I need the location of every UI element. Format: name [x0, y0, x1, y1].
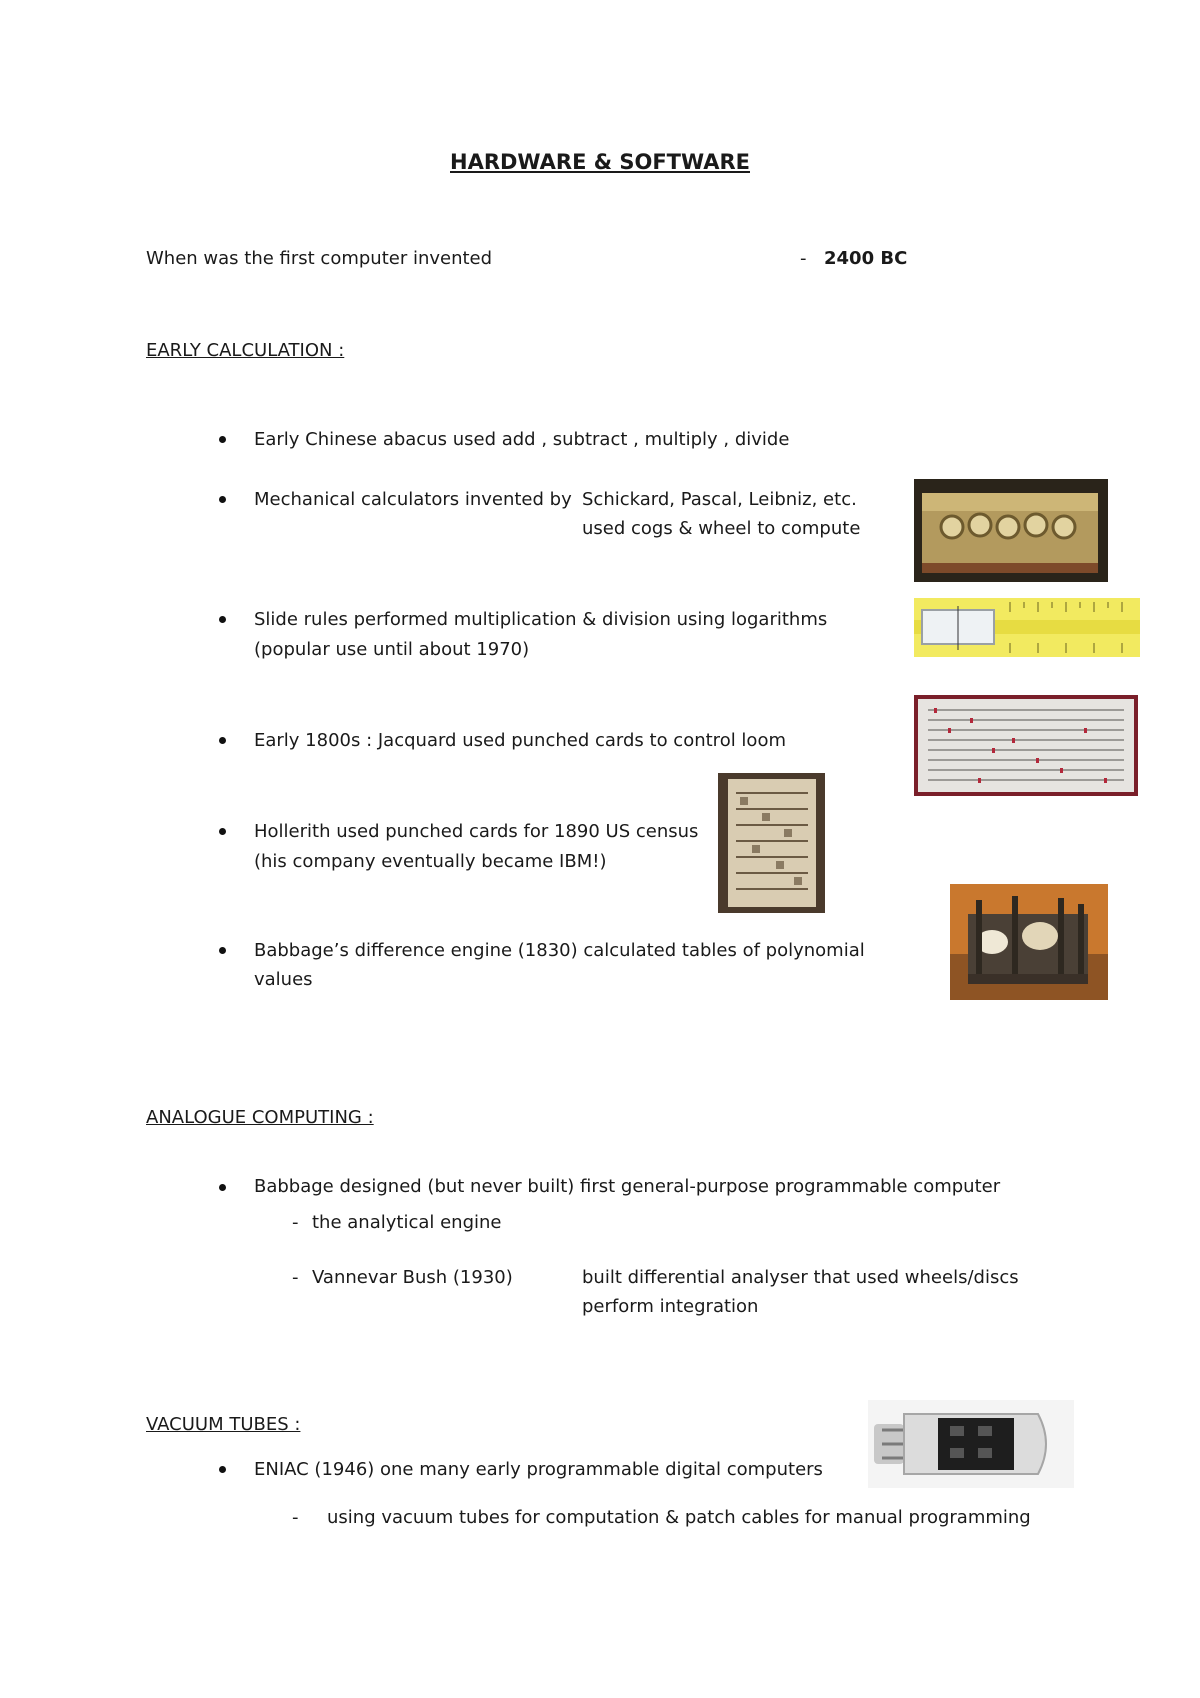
bullet-icon	[219, 1184, 226, 1191]
intro-dash: -	[800, 248, 807, 269]
babbage-analytical-text: Babbage designed (but never built) first general-purpose programmable computer	[254, 1176, 1001, 1197]
vannevar-bush-text: Vannevar Bush (1930)	[312, 1267, 513, 1288]
difference-engine-photo	[950, 884, 1108, 1000]
bullet-icon	[219, 947, 226, 954]
mechanical-cogs-text: used cogs & wheel to compute	[582, 518, 861, 539]
mechanical-inventors-text: Schickard, Pascal, Leibniz, etc.	[582, 489, 857, 510]
vacuum-tube-photo	[868, 1400, 1074, 1488]
jacquard-text: Early 1800s : Jacquard used punched cards to control loom	[254, 730, 786, 751]
punched-card-photo	[914, 695, 1138, 796]
dash-marker: -	[292, 1267, 299, 1288]
bullet-icon	[219, 737, 226, 744]
slide-rules-text: Slide rules performed multiplication & division using logarithms	[254, 609, 828, 630]
dash-marker: -	[292, 1212, 299, 1233]
babbage-difference-values: values	[254, 969, 313, 990]
slide-rules-note: (popular use until about 1970)	[254, 639, 530, 660]
bullet-icon	[219, 436, 226, 443]
intro-answer: 2400 BC	[824, 248, 908, 269]
bullet-icon	[219, 1466, 226, 1473]
dash-marker: -	[292, 1507, 299, 1528]
early-calculation-heading: EARLY CALCULATION :	[146, 340, 345, 361]
mechanical-calculators-text: Mechanical calculators invented by	[254, 489, 572, 510]
hollerith-note: (his company eventually became IBM!)	[254, 851, 607, 872]
analogue-computing-heading: ANALOGUE COMPUTING :	[146, 1107, 374, 1128]
analytical-engine-text: the analytical engine	[312, 1212, 502, 1233]
bullet-icon	[219, 496, 226, 503]
page-title: HARDWARE & SOFTWARE	[450, 150, 750, 174]
pascaline-calculator-photo	[914, 479, 1108, 582]
hollerith-tabulator-photo	[718, 773, 825, 913]
vacuum-detail-text: using vacuum tubes for computation & patch cables for manual programming	[327, 1507, 1031, 1528]
eniac-text: ENIAC (1946) one many early programmable digital computers	[254, 1459, 823, 1480]
bullet-icon	[219, 616, 226, 623]
differential-analyser-text: built differential analyser that used wheels/discs	[582, 1267, 1019, 1288]
integration-text: perform integration	[582, 1296, 759, 1317]
vacuum-tubes-heading: VACUUM TUBES :	[146, 1414, 301, 1435]
slide-rule-photo	[914, 598, 1140, 657]
babbage-difference-text: Babbage’s difference engine (1830) calculated tables of polynomial	[254, 940, 865, 961]
hollerith-text: Hollerith used punched cards for 1890 US census	[254, 821, 699, 842]
abacus-text: Early Chinese abacus used add , subtract , multiply , divide	[254, 429, 790, 450]
intro-question: When was the first computer invented	[146, 248, 493, 269]
bullet-icon	[219, 828, 226, 835]
